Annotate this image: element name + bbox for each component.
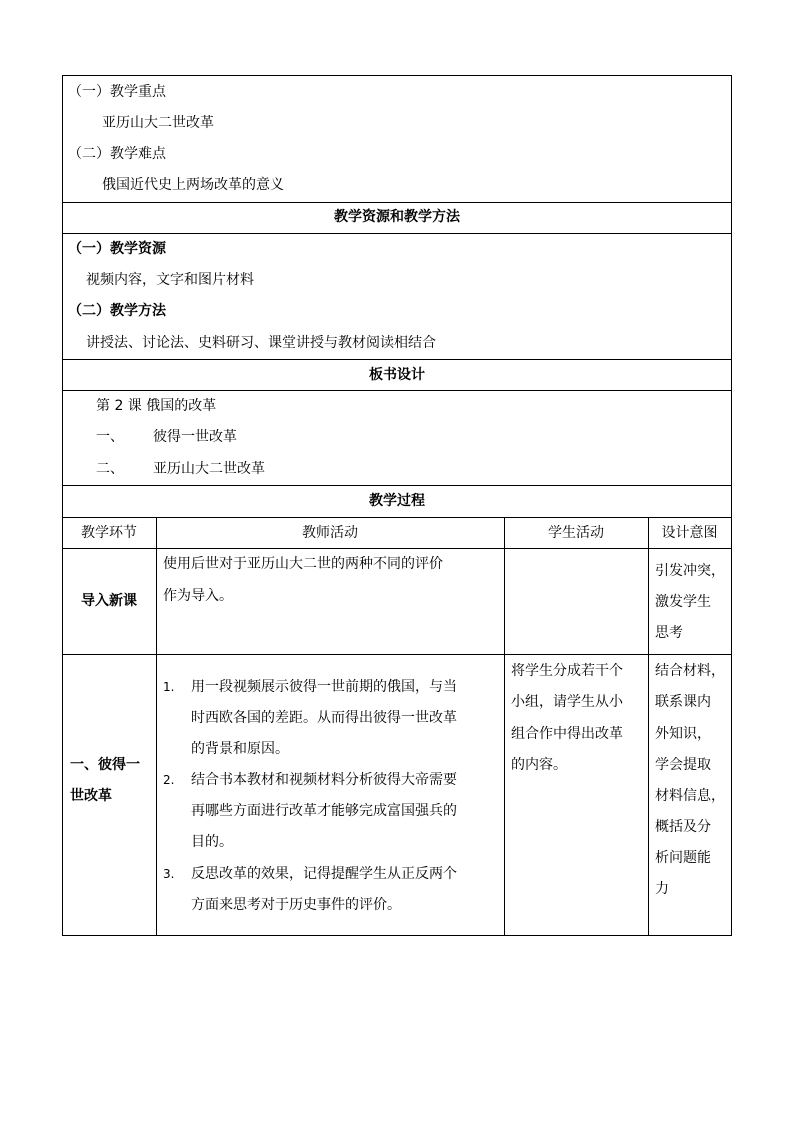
row-divider — [62, 233, 732, 234]
column-header: 教师活动 — [302, 525, 358, 541]
stage-label: 一、彼得一 — [70, 757, 140, 773]
teacher-activity-line: 使用后世对于亚历山大二世的两种不同的评价 — [163, 556, 443, 572]
teacher-item-number: 1. — [163, 680, 175, 694]
table-border-top — [62, 75, 732, 76]
key-point-text: 亚历山大二世改革 — [102, 115, 214, 131]
intent-line: 材料信息， — [655, 788, 725, 804]
board-point-number: 二、 — [96, 461, 124, 477]
student-activity-line: 小组，请学生从小 — [511, 694, 623, 710]
difficulty-text: 俄国近代史上两场改革的意义 — [102, 177, 284, 193]
teacher-activity-line: 目的。 — [191, 834, 233, 850]
resources-heading: （一）教学资源 — [68, 241, 166, 257]
intent-line: 力 — [655, 881, 669, 897]
resources-text: 视频内容，文字和图片材料 — [86, 272, 254, 288]
teacher-activity-line: 时西欧各国的差距。从而得出彼得一世改革 — [191, 710, 457, 726]
key-point-heading: （一）教学重点 — [68, 84, 166, 100]
row-divider — [62, 517, 732, 518]
teacher-item-number: 2. — [163, 773, 175, 787]
intent-line: 引发冲突， — [655, 563, 725, 579]
intent-line: 结合材料， — [655, 663, 725, 679]
row-divider — [62, 654, 732, 655]
section-title: 教学资源和教学方法 — [334, 209, 460, 225]
row-divider — [62, 390, 732, 391]
teacher-item-number: 3. — [163, 867, 175, 881]
intent-line: 联系课内 — [655, 694, 711, 710]
lesson-title: 第 2 课 俄国的改革 — [96, 398, 217, 414]
teacher-activity-line: 用一段视频展示彼得一世前期的俄国，与当 — [191, 679, 457, 695]
methods-text: 讲授法、讨论法、史料研习、课堂讲授与教材阅读相结合 — [86, 335, 436, 351]
column-header: 设计意图 — [661, 525, 718, 541]
row-divider — [62, 202, 732, 203]
column-header: 学生活动 — [548, 525, 604, 541]
teacher-activity-line: 方面来思考对于历史事件的评价。 — [191, 897, 401, 913]
intent-line: 学会提取 — [655, 757, 711, 773]
intent-line: 概括及分 — [655, 819, 711, 835]
intent-line: 外知识， — [655, 726, 711, 742]
section-title: 教学过程 — [369, 493, 425, 509]
board-point-text: 彼得一世改革 — [153, 429, 237, 445]
column-divider — [504, 517, 505, 936]
student-activity-line: 组合作中得出改革 — [511, 726, 623, 742]
column-divider — [156, 517, 157, 936]
teacher-activity-line: 的背景和原因。 — [191, 741, 289, 757]
row-divider — [62, 485, 732, 486]
intent-line: 激发学生 — [655, 594, 711, 610]
stage-label: 导入新课 — [81, 593, 137, 609]
difficulty-heading: （二）教学难点 — [68, 146, 166, 162]
teacher-activity-line: 作为导入。 — [163, 588, 233, 604]
board-point-text: 亚历山大二世改革 — [153, 461, 265, 477]
table-border-bottom — [62, 935, 732, 936]
methods-heading: （二）教学方法 — [68, 303, 166, 319]
student-activity-line: 的内容。 — [511, 757, 567, 773]
teacher-activity-line: 反思改革的效果，记得提醒学生从正反两个 — [191, 866, 457, 882]
section-title: 板书设计 — [369, 367, 425, 383]
row-divider — [62, 359, 732, 360]
intent-line: 析问题能 — [655, 850, 711, 866]
column-divider — [648, 517, 649, 936]
teacher-activity-line: 再哪些方面进行改革才能够完成富国强兵的 — [191, 803, 457, 819]
student-activity-line: 将学生分成若干个 — [511, 663, 623, 679]
intent-line: 思考 — [655, 625, 683, 641]
row-divider — [62, 548, 732, 549]
stage-label: 世改革 — [70, 788, 112, 804]
board-point-number: 一、 — [96, 429, 124, 445]
column-header: 教学环节 — [81, 525, 137, 541]
teacher-activity-line: 结合书本教材和视频材料分析彼得大帝需要 — [191, 772, 457, 788]
